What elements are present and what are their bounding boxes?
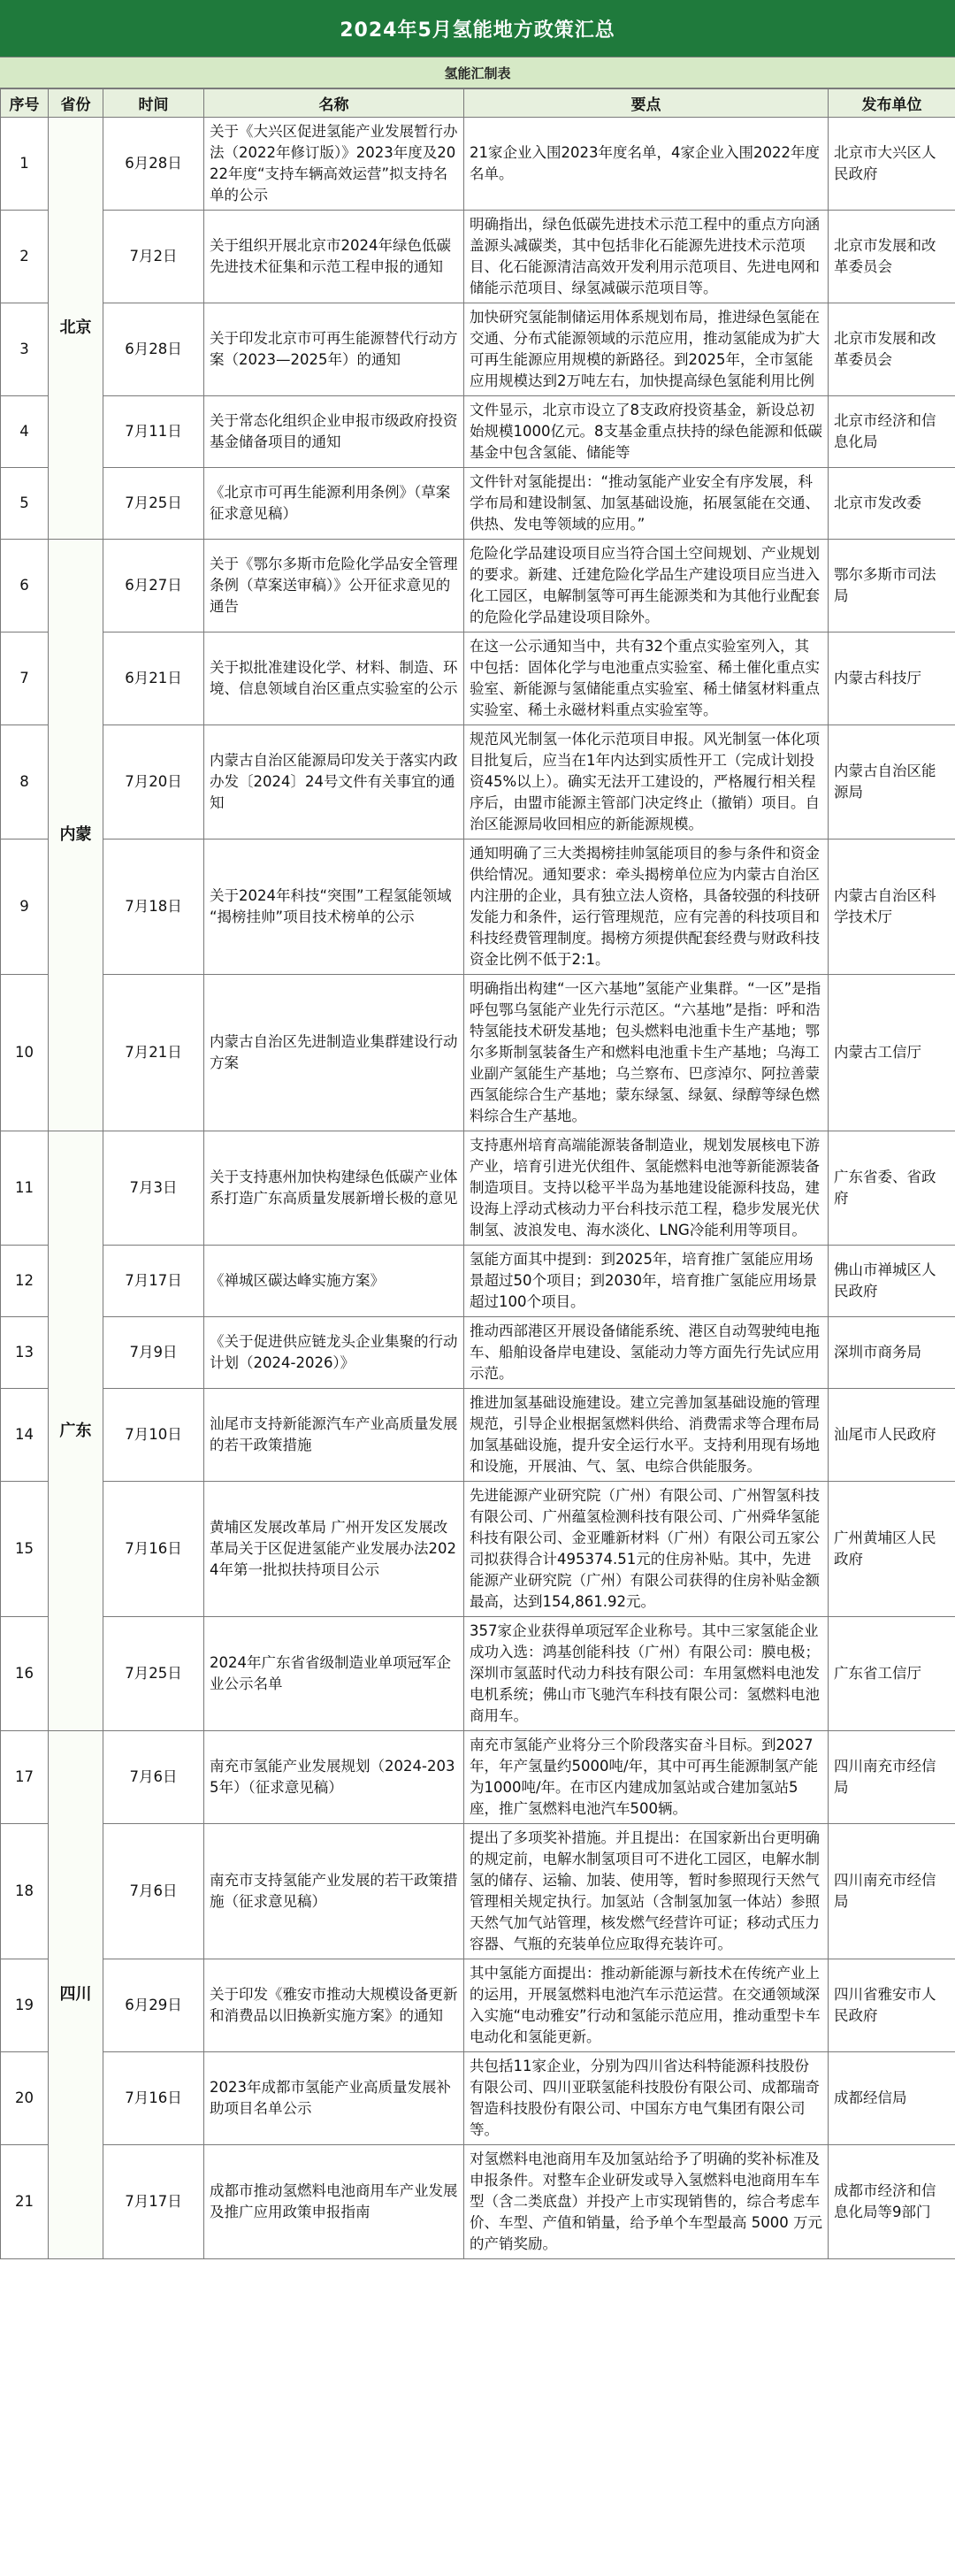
province-cell: 北京 <box>49 118 103 540</box>
policy-table <box>0 88 955 2259</box>
row-number: 21 <box>1 2145 49 2259</box>
row-number: 15 <box>1 1482 49 1617</box>
table-row <box>1 118 955 211</box>
row-number: 5 <box>1 468 49 540</box>
row-policy-name: 《禅城区碳达峰实施方案》 <box>204 1246 464 1317</box>
row-date: 7月20日 <box>103 725 204 840</box>
row-publisher: 成都市经济和信息化局等9部门 <box>829 2145 955 2259</box>
sheet-title: 2024年5月氢能地方政策汇总 <box>0 0 955 57</box>
table-row <box>1 840 955 975</box>
table-row <box>1 725 955 840</box>
row-publisher: 内蒙古自治区能源局 <box>829 725 955 840</box>
row-key-points: 文件显示，北京市设立了8支政府投资基金，新设总初始规模1000亿元。8支基金重点扶持的绿色能源和低碳基金中包含氢能、储能等 <box>464 396 829 468</box>
row-publisher: 北京市大兴区人民政府 <box>829 118 955 211</box>
col-header-date: 时间 <box>103 89 204 118</box>
row-key-points: 21家企业入围2023年度名单，4家企业入围2022年度名单。 <box>464 118 829 211</box>
row-publisher: 北京市经济和信息化局 <box>829 396 955 468</box>
row-date: 7月17日 <box>103 1246 204 1317</box>
row-key-points: 危险化学品建设项目应当符合国土空间规划、产业规划的要求。新建、迁建危险化学品生产建设项目应当进入化工园区，电解制氢等可再生能源类和为其他行业配套的危险化学品建设项目除外。 <box>464 540 829 632</box>
row-date: 7月16日 <box>103 2052 204 2145</box>
province-cell: 广东 <box>49 1131 103 1731</box>
row-publisher: 四川南充市经信局 <box>829 1731 955 1824</box>
row-number: 6 <box>1 540 49 632</box>
row-key-points: 明确指出构建“一区六基地”氢能产业集群。“一区”是指呼包鄂乌氢能产业先行示范区。“六基地”是指：呼和浩特氢能技术研发基地；包头燃料电池重卡生产基地；鄂尔多斯制氢装备生产和燃料电池重卡生产基地；乌海工业副产氢能生产基地；乌兰察布、巴彦淖尔、阿拉善蒙西氢能综合生产基地；蒙东绿氢、绿氨、绿醇等绿色燃料综合生产基地。 <box>464 975 829 1131</box>
row-policy-name: 汕尾市支持新能源汽车产业高质量发展的若干政策措施 <box>204 1389 464 1482</box>
row-date: 7月25日 <box>103 1617 204 1731</box>
row-number: 13 <box>1 1317 49 1389</box>
row-number: 1 <box>1 118 49 211</box>
row-date: 7月6日 <box>103 1731 204 1824</box>
row-key-points: 先进能源产业研究院（广州）有限公司、广州智氢科技有限公司、广州蕴氢检测科技有限公司、广州舜华氢能科技有限公司、金亚雕新材料（广州）有限公司五家公司拟获得合计495374.51元的住房补贴。其中，先进能源产业研究院（广州）有限公司获得的住房补贴金额最高，达到154,861.92元。 <box>464 1482 829 1617</box>
row-date: 7月21日 <box>103 975 204 1131</box>
row-publisher: 成都经信局 <box>829 2052 955 2145</box>
table-row <box>1 468 955 540</box>
row-key-points: 其中氢能方面提出：推动新能源与新技术在传统产业上的运用，开展氢燃料电池汽车示范运营。在交通领域深入实施“电动雅安”行动和氢能示范应用，推动重型卡车电动化和氢能更新。 <box>464 1959 829 2052</box>
row-policy-name: 关于支持惠州加快构建绿色低碳产业体系打造广东高质量发展新增长极的意见 <box>204 1131 464 1246</box>
row-policy-name: 黄埔区发展改革局 广州开发区发展改革局关于区促进氢能产业发展办法2024年第一批拟扶持项目公示 <box>204 1482 464 1617</box>
row-key-points: 明确指出，绿色低碳先进技术示范工程中的重点方向涵盖源头减碳类，其中包括非化石能源先进技术示范项目、化石能源清洁高效开发利用示范项目、先进电网和储能示范项目、绿氢减碳示范项目等。 <box>464 211 829 303</box>
row-policy-name: 关于组织开展北京市2024年绿色低碳先进技术征集和示范工程申报的通知 <box>204 211 464 303</box>
row-policy-name: 关于印发北京市可再生能源替代行动方案（2023—2025年）的通知 <box>204 303 464 396</box>
row-policy-name: 关于印发《雅安市推动大规模设备更新和消费品以旧换新实施方案》的通知 <box>204 1959 464 2052</box>
row-date: 7月17日 <box>103 2145 204 2259</box>
row-key-points: 规范风光制氢一体化示范项目申报。风光制氢一体化项目批复后，应当在1年内达到实质性开工（完成计划投资45%以上）。确实无法开工建设的，严格履行相关程序后，由盟市能源主管部门决定终止（撤销）项目。自治区能源局收回相应的新能源规模。 <box>464 725 829 840</box>
table-row <box>1 975 955 1131</box>
row-number: 2 <box>1 211 49 303</box>
row-key-points: 文件针对氢能提出：“推动氢能产业安全有序发展，科学布局和建设制氢、加氢基础设施，拓展氢能在交通、供热、发电等领域的应用。” <box>464 468 829 540</box>
row-date: 7月16日 <box>103 1482 204 1617</box>
sheet-subtitle: 氢能汇制表 <box>0 57 955 88</box>
row-key-points: 通知明确了三大类揭榜挂帅氢能项目的参与条件和资金供给情况。通知要求：牵头揭榜单位应为内蒙古自治区内注册的企业，具有独立法人资格，具备较强的科技研发能力和条件，运行管理规范，应有完善的科技项目和科技经费管理制度。揭榜方须提供配套经费与财政科技资金比例不低于2:1。 <box>464 840 829 975</box>
row-date: 6月29日 <box>103 1959 204 2052</box>
table-row <box>1 303 955 396</box>
table-row <box>1 1731 955 1824</box>
row-number: 4 <box>1 396 49 468</box>
row-number: 14 <box>1 1389 49 1482</box>
row-key-points: 加快研究氢能制储运用体系规划布局，推进绿色氢能在交通、分布式能源领域的示范应用，推动氢能成为扩大可再生能源应用规模的新路径。到2025年，全市氢能应用规模达到2万吨左右，加快提高绿色氢能利用比例 <box>464 303 829 396</box>
row-date: 6月21日 <box>103 632 204 725</box>
row-date: 7月18日 <box>103 840 204 975</box>
table-row <box>1 1617 955 1731</box>
row-policy-name: 关于拟批准建设化学、材料、制造、环境、信息领域自治区重点实验室的公示 <box>204 632 464 725</box>
row-policy-name: 2023年成都市氢能产业高质量发展补助项目名单公示 <box>204 2052 464 2145</box>
row-date: 7月9日 <box>103 1317 204 1389</box>
row-key-points: 支持惠州培育高端能源装备制造业，规划发展核电下游产业，培育引进光伏组件、氢能燃料电池等新能源装备制造项目。支持以稔平半岛为基地建设能源科技岛，建设海上浮动式核动力平台科技示范工程，稳步发展光伏制氢、波浪发电、海水淡化、LNG冷能利用等项目。 <box>464 1131 829 1246</box>
col-header-no: 序号 <box>1 89 49 118</box>
table-row <box>1 211 955 303</box>
row-key-points: 提出了多项奖补措施。并且提出：在国家新出台更明确的规定前，电解水制氢项目可不进化工园区，电解水制氢的储存、运输、加装、使用等，暂时参照现行天然气管理相关规定执行。加氢站（含制氢加氢一体站）参照天然气加气站管理，核发燃气经营许可证；移动式压力容器、气瓶的充装单位应取得充装许可。 <box>464 1824 829 1959</box>
row-publisher: 广州黄埔区人民政府 <box>829 1482 955 1617</box>
row-number: 10 <box>1 975 49 1131</box>
row-number: 16 <box>1 1617 49 1731</box>
row-policy-name: 关于《鄂尔多斯市危险化学品安全管理条例（草案送审稿）》公开征求意见的通告 <box>204 540 464 632</box>
row-date: 6月28日 <box>103 303 204 396</box>
row-number: 19 <box>1 1959 49 2052</box>
row-policy-name: 关于《大兴区促进氢能产业发展暂行办法（2022年修订版）》2023年度及2022年度“支持车辆高效运营”拟支持名单的公示 <box>204 118 464 211</box>
row-publisher: 北京市发展和改革委员会 <box>829 303 955 396</box>
col-header-publisher: 发布单位 <box>829 89 955 118</box>
row-publisher: 四川南充市经信局 <box>829 1824 955 1959</box>
row-publisher: 广东省工信厅 <box>829 1617 955 1731</box>
col-header-points: 要点 <box>464 89 829 118</box>
table-row <box>1 632 955 725</box>
row-number: 20 <box>1 2052 49 2145</box>
row-number: 3 <box>1 303 49 396</box>
table-row <box>1 1824 955 1959</box>
province-cell: 四川 <box>49 1731 103 2259</box>
row-policy-name: 南充市氢能产业发展规划（2024-2035年）（征求意见稿） <box>204 1731 464 1824</box>
row-publisher: 鄂尔多斯市司法局 <box>829 540 955 632</box>
table-row <box>1 1246 955 1317</box>
row-policy-name: 《关于促进供应链龙头企业集聚的行动计划（2024-2026）》 <box>204 1317 464 1389</box>
row-number: 9 <box>1 840 49 975</box>
table-body <box>1 118 955 2259</box>
row-key-points: 南充市氢能产业将分三个阶段落实奋斗目标。到2027年，年产氢量约5000吨/年，其中可再生能源制氢产能为1000吨/年。在市区内建成加氢站或合建加氢站5座，推广氢燃料电池汽车500辆。 <box>464 1731 829 1824</box>
col-header-name: 名称 <box>204 89 464 118</box>
row-date: 6月27日 <box>103 540 204 632</box>
row-key-points: 推进加氢基础设施建设。建立完善加氢基础设施的管理规范，引导企业根据氢燃料供给、消费需求等合理布局加氢基础设施，提升安全运行水平。支持利用现有场地和设施，开展油、气、氢、电综合供能服务。 <box>464 1389 829 1482</box>
row-publisher: 内蒙古自治区科学技术厅 <box>829 840 955 975</box>
row-key-points: 氢能方面其中提到：到2025年，培育推广氢能应用场景超过50个项目；到2030年，培育推广氢能应用场景超过100个项目。 <box>464 1246 829 1317</box>
row-policy-name: 《北京市可再生能源利用条例》（草案征求意见稿） <box>204 468 464 540</box>
row-key-points: 对氢燃料电池商用车及加氢站给予了明确的奖补标准及申报条件。对整车企业研发或导入氢燃料电池商用车车型（含二类底盘）并投产上市实现销售的，综合考虑车价、车型、产值和销量，给予单个车型最高 5000 万元的产销奖励。 <box>464 2145 829 2259</box>
row-date: 7月25日 <box>103 468 204 540</box>
row-publisher: 北京市发展和改革委员会 <box>829 211 955 303</box>
row-publisher: 汕尾市人民政府 <box>829 1389 955 1482</box>
row-publisher: 内蒙古科技厅 <box>829 632 955 725</box>
table-row <box>1 540 955 632</box>
row-number: 12 <box>1 1246 49 1317</box>
table-row <box>1 396 955 468</box>
table-header-row <box>1 89 955 118</box>
row-number: 8 <box>1 725 49 840</box>
table-row <box>1 1131 955 1246</box>
table-row <box>1 1317 955 1389</box>
table-row <box>1 1482 955 1617</box>
row-publisher: 内蒙古工信厅 <box>829 975 955 1131</box>
table-row <box>1 2052 955 2145</box>
row-date: 7月6日 <box>103 1824 204 1959</box>
row-date: 6月28日 <box>103 118 204 211</box>
table-row <box>1 1959 955 2052</box>
row-number: 18 <box>1 1824 49 1959</box>
row-policy-name: 内蒙古自治区能源局印发关于落实内政办发〔2024〕24号文件有关事宜的通知 <box>204 725 464 840</box>
row-date: 7月3日 <box>103 1131 204 1246</box>
row-date: 7月10日 <box>103 1389 204 1482</box>
row-number: 17 <box>1 1731 49 1824</box>
row-number: 7 <box>1 632 49 725</box>
province-cell: 内蒙 <box>49 540 103 1131</box>
row-publisher: 深圳市商务局 <box>829 1317 955 1389</box>
row-publisher: 广东省委、省政府 <box>829 1131 955 1246</box>
row-key-points: 357家企业获得单项冠军企业称号。其中三家氢能企业成功入选：鸿基创能科技（广州）有限公司：膜电极；深圳市氢蓝时代动力科技有限公司：车用氢燃料电池发电机系统；佛山市飞驰汽车科技有限公司：氢燃料电池商用车。 <box>464 1617 829 1731</box>
row-date: 7月2日 <box>103 211 204 303</box>
row-policy-name: 内蒙古自治区先进制造业集群建设行动方案 <box>204 975 464 1131</box>
row-key-points: 共包括11家企业，分别为四川省达科特能源科技股份有限公司、四川亚联氢能科技股份有限公司、成都瑞奇智造科技股份有限公司、中国东方电气集团有限公司等。 <box>464 2052 829 2145</box>
row-key-points: 推动西部港区开展设备储能系统、港区自动驾驶纯电拖车、船舶设备岸电建设、氢能动力等方面先行先试应用示范。 <box>464 1317 829 1389</box>
col-header-province: 省份 <box>49 89 103 118</box>
row-policy-name: 南充市支持氢能产业发展的若干政策措施（征求意见稿） <box>204 1824 464 1959</box>
row-policy-name: 关于常态化组织企业申报市级政府投资基金储备项目的通知 <box>204 396 464 468</box>
row-number: 11 <box>1 1131 49 1246</box>
row-policy-name: 关于2024年科技“突围”工程氢能领域 “揭榜挂帅”项目技术榜单的公示 <box>204 840 464 975</box>
row-publisher: 四川省雅安市人民政府 <box>829 1959 955 2052</box>
row-date: 7月11日 <box>103 396 204 468</box>
row-publisher: 佛山市禅城区人民政府 <box>829 1246 955 1317</box>
row-key-points: 在这一公示通知当中，共有32个重点实验室列入，其中包括：固体化学与电池重点实验室、稀土催化重点实验室、新能源与氢储能重点实验室、稀土储氢材料重点实验室、稀土永磁材料重点实验室等。 <box>464 632 829 725</box>
row-policy-name: 成都市推动氢燃料电池商用车产业发展及推广应用政策申报指南 <box>204 2145 464 2259</box>
row-publisher: 北京市发改委 <box>829 468 955 540</box>
row-policy-name: 2024年广东省省级制造业单项冠军企业公示名单 <box>204 1617 464 1731</box>
table-row <box>1 2145 955 2259</box>
table-row <box>1 1389 955 1482</box>
